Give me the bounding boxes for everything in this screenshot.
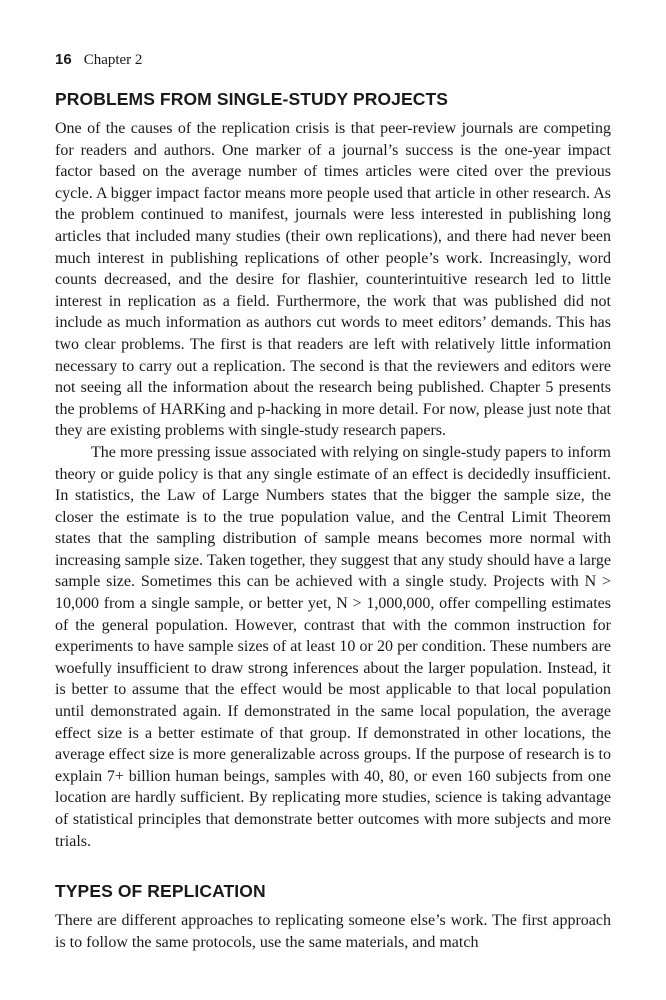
section-heading-single-study: PROBLEMS FROM SINGLE-STUDY PROJECTS xyxy=(55,89,449,109)
section-heading-types-of-replication: TYPES OF REPLICATION xyxy=(55,881,266,902)
body-paragraph: The more pressing issue associated with relying on single-study papers to inform theory or guide policy is that any single estimate of an effect is decidedly insufficient. In statistics, the Law of Large Numbers states that the bigger the sample size, the closer the estimate is to the true population value, and the Central Limit Theorem states that the sampling distribution of sample means becomes more normal with increasing sample size. Taken together, they suggest that any study should have a large sample size. Sometimes this can be achieved with a single study. Projects with N > 10,000 from a single sample, or better yet, N > 1,000,000, offer compelling estimates of the general population. However, contrast that with the common instruction for experiments to have sample sizes of at least 10 or 20 per condition. These numbers are woefully insufficient to draw strong inferences about the larger population. Instead, it is better to assume that the effect would be most applicable to that local population until demonstrated again. If demonstrated in the same local population, the average effect size is a better estimate of that group. If demonstrated in other locations, the average effect size is more generalizable across groups. If the purpose of research is to explain 7+ billion human beings, samples with 40, 80, or even 160 subjects from one location are hardly sufficient. By replicating more studies, science is taking advantage of statistical principles that demonstrate better outcomes with more subjects and more trials. xyxy=(55,443,611,850)
body-paragraph: There are different approaches to replicating someone else’s work. The first approach is to follow the same protocols, use the same materials, and match xyxy=(55,912,611,951)
body-paragraph: One of the causes of the replication crisis is that peer-review journals are competing for readers and authors. One marker of a journal’s success is the one-year impact factor based on the average number of times articles were cited over the previous cycle. A bigger impact factor means more people used that article in other research. As the problem continued to manifest, journals were less interested in publishing long articles that included many studies (their own replications), and there had never been much interest in publishing replications of other people’s work. Increasingly, word counts decreased, and the desire for flashier, counterintuitive research led to little interest in replication as a field. Furthermore, the work that was published did not include as much information as authors cut words to meet editors’ demands. This has two clear problems. The first is that readers are left with relatively little information necessary to carry out a replication. The second is that the reviewers and editors were not seeing all the information about the research being published. Chapter 5 presents the problems of HARKing and p-hacking in more detail. For now, please just note that they are existing problems with single-study research papers. xyxy=(55,120,611,440)
chapter-label: Chapter 2 xyxy=(83,52,143,68)
running-head xyxy=(55,50,611,70)
book-page xyxy=(55,50,611,953)
page-number: 16 xyxy=(55,51,72,68)
